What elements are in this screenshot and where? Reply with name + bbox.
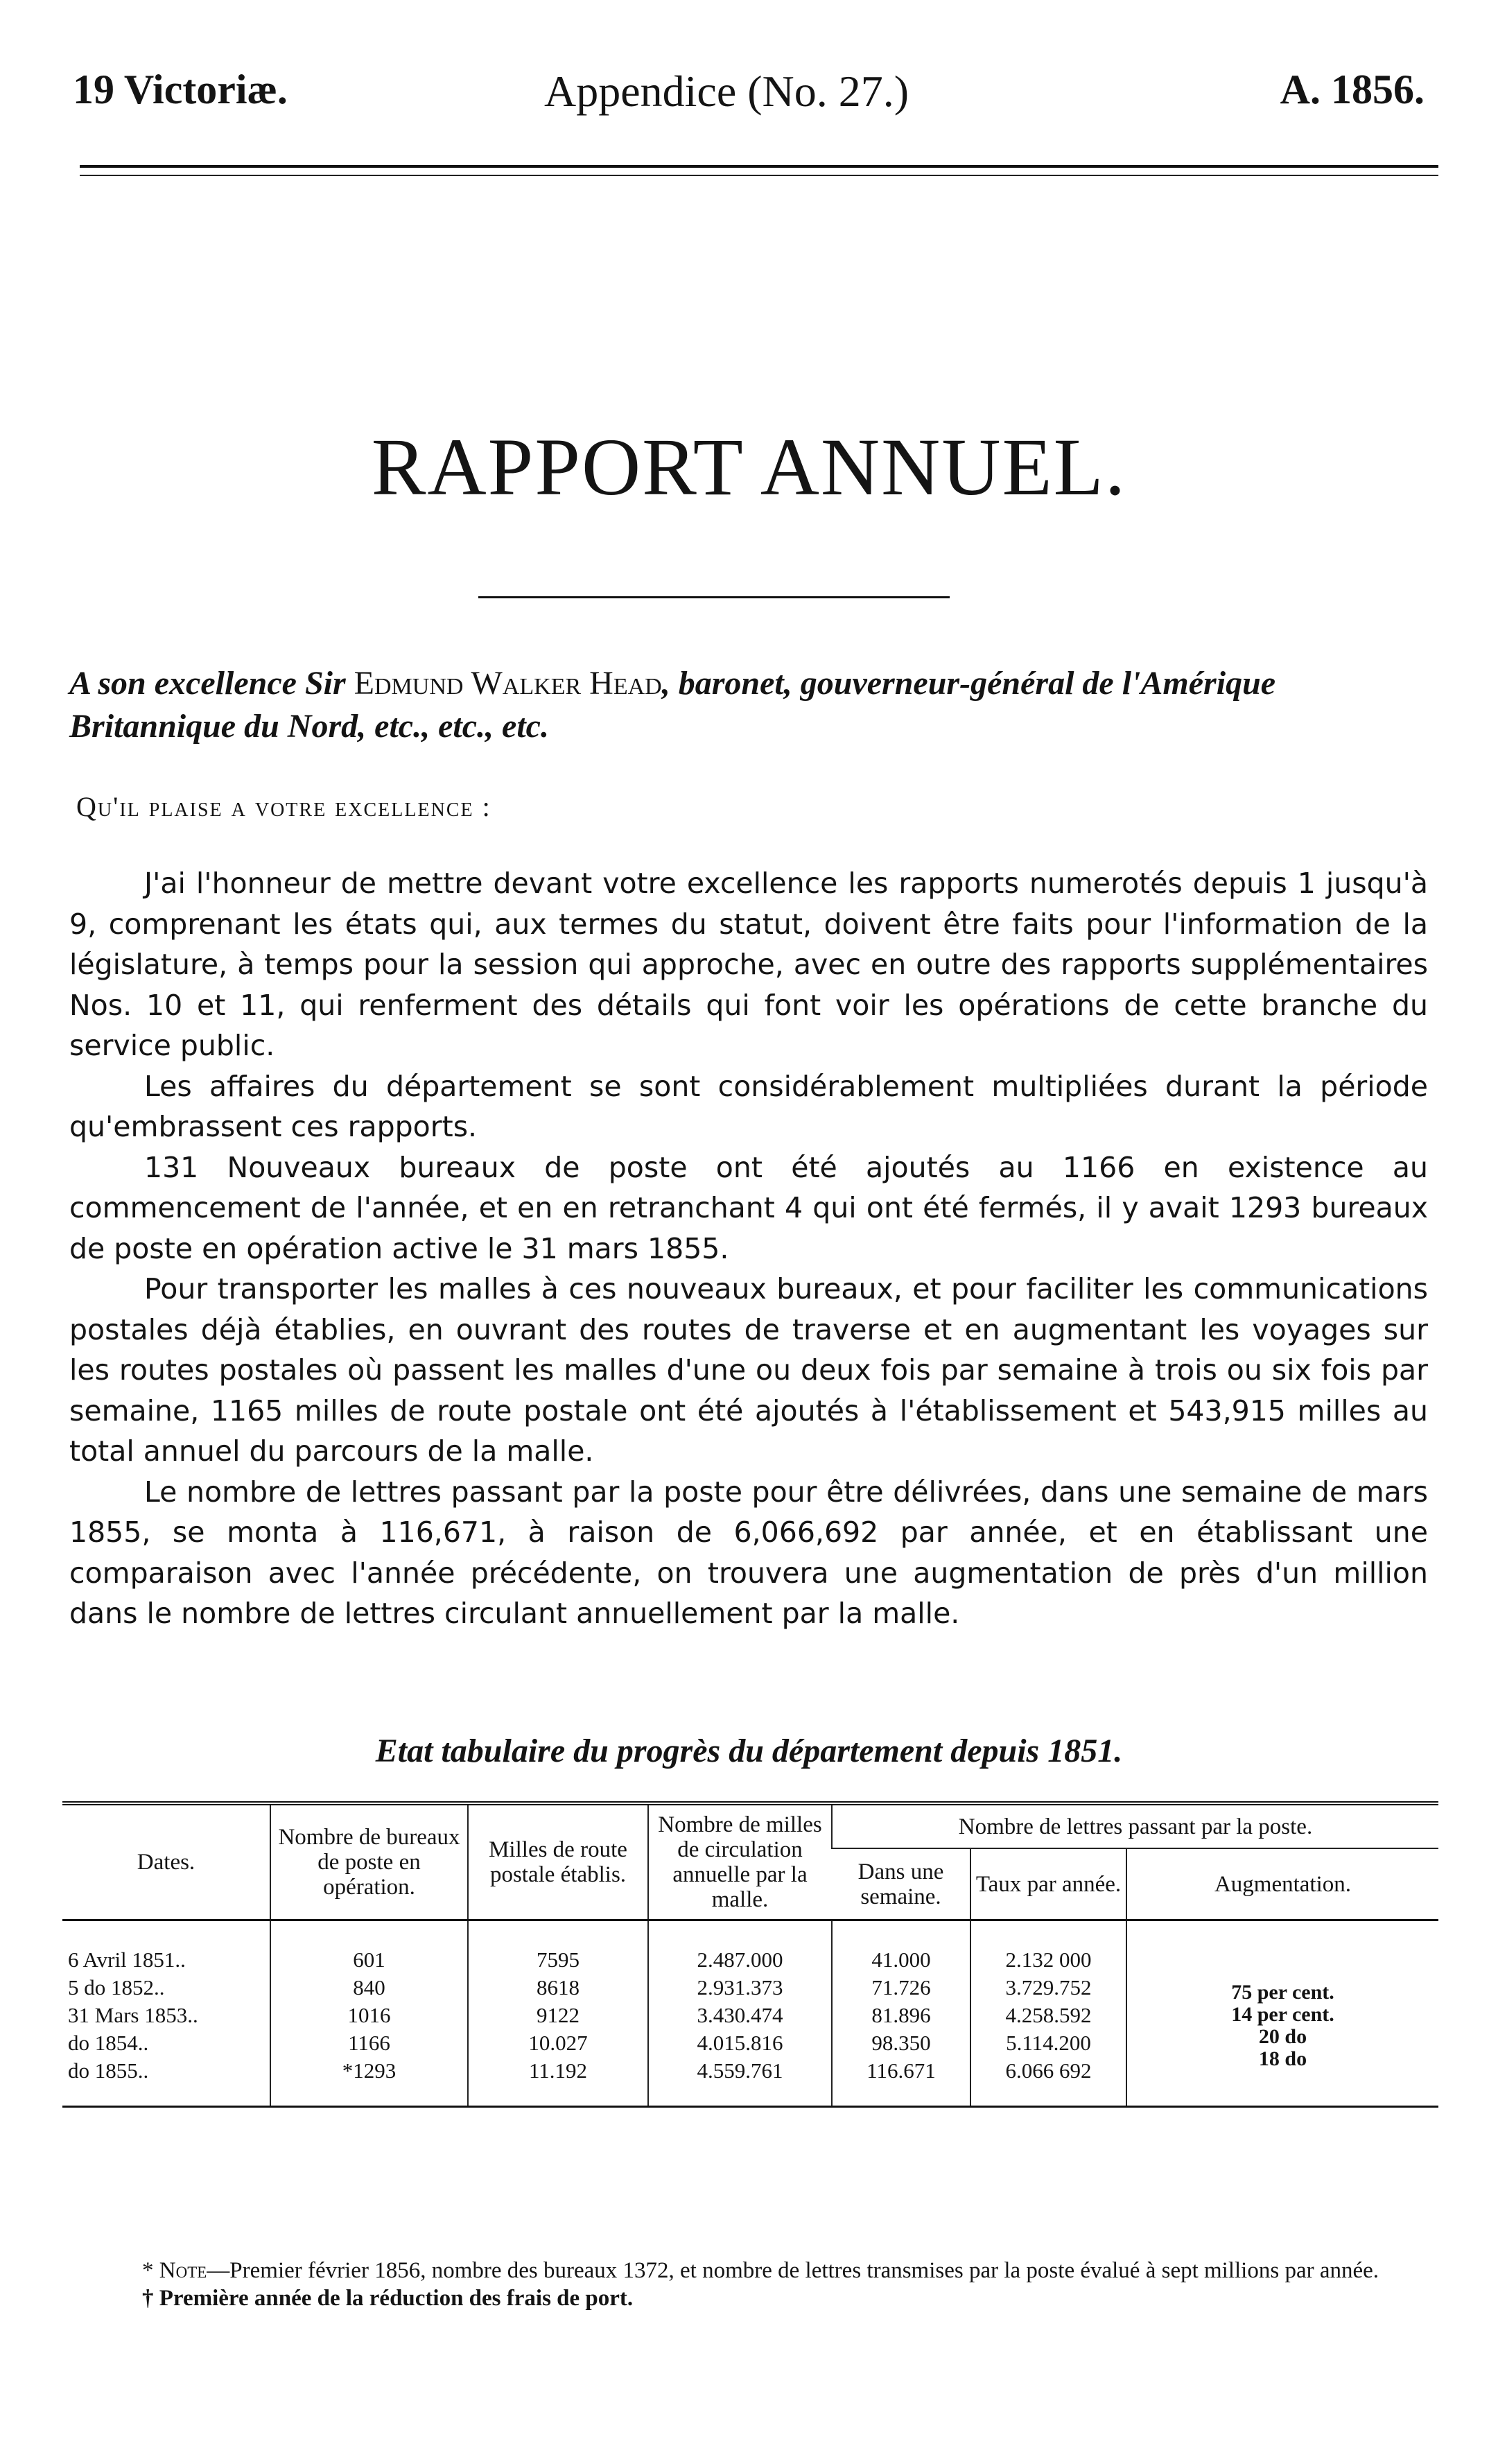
address-prefix: A son excellence Sir: [69, 665, 354, 702]
cell-date: 5 do 1852..: [68, 1975, 165, 1999]
augmentation-1: 75 per cent.: [1231, 1981, 1334, 2004]
table-row: [62, 1946, 1438, 1974]
footnote-1: [62, 2257, 1438, 2284]
cell-semaine: 41.000: [832, 1946, 970, 1974]
cell-semaine: 81.896: [832, 2002, 970, 2029]
header-annee: Taux par année.: [970, 1848, 1126, 1920]
address-name: Edmund Walker Head: [354, 665, 662, 702]
page-header: [66, 66, 1438, 128]
footnotes: [62, 2257, 1438, 2312]
augmentation-3: 20 do: [1258, 2025, 1307, 2048]
cell-annee: 3.729.752: [970, 1974, 1126, 2002]
cell-date: do 1855..: [68, 2058, 149, 2083]
cell-route: 9122: [468, 2002, 648, 2029]
cell-semaine: 116.671: [832, 2057, 970, 2107]
cell-bureaux: 601: [270, 1946, 468, 1974]
header-augmentation: Augmentation.: [1126, 1848, 1438, 1920]
paragraph-1: J'ai l'honneur de mettre devant votre excellence les rapports numerotés depuis 1 jusqu'à 9, comprenant les états qui, aux termes du statut, doivent être faits pour l'information de la législature, à temps pour la session qui approche, avec en outre des rapports supplémentaires Nos. 10 et 11, qui renferment des détails qui font voir les opérations de cette branche du service public.: [69, 867, 1428, 1062]
table-caption: Etat tabulaire du progrès du département depuis 1851.: [375, 1733, 1123, 1769]
address-line: [69, 662, 1428, 748]
cell-semaine: 71.726: [832, 1974, 970, 2002]
paragraph-5: Le nombre de lettres passant par la poste pour être délivrées, dans une semaine de mars 1855, se monta à 116,671, à raison de 6,066,692 par année, et en établissant une comparaison avec l'année précédente, on trouvera une augmentation de près d'un million dans le nombre de lettres circulant annuellement par la malle.: [69, 1475, 1428, 1630]
header-appendix: Appendice (No. 27.): [544, 67, 909, 116]
cell-route: 11.192: [468, 2057, 648, 2107]
cell-route: 7595: [468, 1946, 648, 1974]
cell-augmentation: [1126, 1946, 1438, 2107]
footnote-1-text: —Premier février 1856, nombre des bureaux 1372, et nombre de lettres transmises par la poste évalué à sept millions par année.: [207, 2258, 1379, 2283]
header-lettres-group: Nombre de lettres passant par la poste.: [832, 1803, 1438, 1848]
cell-circulation: 2.931.373: [648, 1974, 832, 2002]
cell-annee: 4.258.592: [970, 2002, 1126, 2029]
salutation: Qu'il plaise a votre excellence :: [76, 791, 491, 822]
cell-circulation: 2.487.000: [648, 1946, 832, 1974]
cell-annee: 5.114.200: [970, 2029, 1126, 2057]
header-year: A. 1856.: [1280, 67, 1425, 112]
cell-date: 31 Mars 1853..: [68, 2003, 198, 2027]
augmentation-4: 18 do: [1258, 2047, 1307, 2070]
header-semaine: Dans une semaine.: [832, 1848, 970, 1920]
cell-annee: 2.132 000: [970, 1946, 1126, 1974]
cell-route: 8618: [468, 1974, 648, 2002]
cell-bureaux: 1016: [270, 2002, 468, 2029]
report-body: [69, 863, 1428, 1634]
cell-route: 10.027: [468, 2029, 648, 2057]
header-milles-circulation: Nombre de milles de circulation annuelle par la malle.: [648, 1803, 832, 1920]
footnote-1-mark: *: [142, 2258, 159, 2283]
paragraph-2: Les affaires du département se sont considérablement multipliées durant la période qu'embrassent ces rapports.: [69, 1069, 1428, 1143]
cell-annee: 6.066 692: [970, 2057, 1126, 2107]
cell-date: 6 Avril 1851..: [68, 1947, 186, 1972]
paragraph-3: 131 Nouveaux bureaux de poste ont été ajoutés au 1166 en existence au commencement de l'année, et en en retranchant 4 qui ont été fermés, il y avait 1293 bureaux de poste en opération active le 31 mars 1855.: [69, 1150, 1428, 1265]
augmentation-2: 14 per cent.: [1231, 2003, 1334, 2026]
title-rule: [478, 596, 950, 598]
footnote-2: † Première année de la réduction des frais de port.: [142, 2286, 634, 2311]
cell-bureaux: 1166: [270, 2029, 468, 2057]
progress-table: [62, 1801, 1438, 2108]
address-suffix: , baronet, gouverneur-général de l'Amérique Britannique du Nord, etc., etc., etc.: [69, 665, 1276, 745]
header-milles-route: Milles de route postale établis.: [468, 1803, 648, 1920]
header-rule-thin: [80, 175, 1438, 176]
page-title: RAPPORT ANNUEL.: [371, 422, 1127, 512]
header-session: 19 Victoriæ.: [73, 67, 288, 112]
header-rule: [80, 165, 1438, 168]
paragraph-4: Pour transporter les malles à ces nouveaux bureaux, et pour faciliter les communications postales déjà établies, en ouvrant des routes de traverse et en augmentant les voyages sur les routes postales où passent les malles d'une ou deux fois par semaine à trois ou six fois par semaine, 1165 milles de route postale ont été ajoutés à l'établissement et 543,915 milles au total annuel du parcours de la malle.: [69, 1272, 1428, 1468]
header-bureaux: Nombre de bureaux de poste en opération.: [270, 1803, 468, 1920]
cell-circulation: 4.559.761: [648, 2057, 832, 2107]
cell-date: do 1854..: [68, 2031, 149, 2055]
cell-semaine: 98.350: [832, 2029, 970, 2057]
header-dates: Dates.: [137, 1850, 195, 1875]
footnote-1-label: Note: [159, 2258, 207, 2283]
cell-bureaux: *1293: [270, 2057, 468, 2107]
cell-circulation: 3.430.474: [648, 2002, 832, 2029]
cell-circulation: 4.015.816: [648, 2029, 832, 2057]
cell-bureaux: 840: [270, 1974, 468, 2002]
